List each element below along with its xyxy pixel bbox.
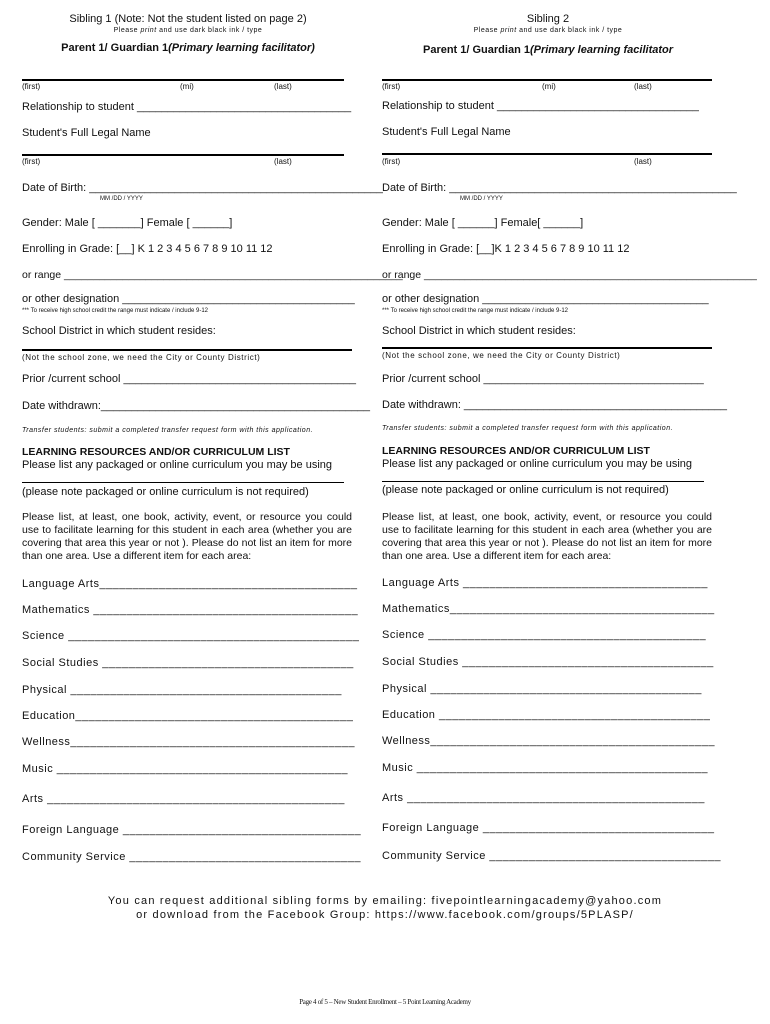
other-designation-field[interactable]: or other designation ______________________________________ [22, 293, 355, 305]
dob-field[interactable]: Date of Birth: ________________________________________________ [22, 182, 383, 194]
page-footer: Page 4 of 5 – New Student Enrollment – 5 Point Learning Academy [299, 998, 471, 1006]
district-line[interactable] [22, 349, 352, 351]
range-note: *** To receive high school credit the range must indicate / include 9-12 [22, 308, 208, 314]
sibling-forms-footer [0, 894, 770, 922]
subject-music[interactable]: Music ____________________________________________ [22, 763, 348, 775]
student-name-line[interactable] [22, 154, 344, 156]
parent-guardian-heading: Parent 1/ Guardian 1(Primary learning facilitator) [61, 42, 315, 54]
sibling-2-column [382, 0, 757, 880]
last-label: (last) [274, 157, 292, 166]
sibling-1-title: Sibling 1 (Note: Not the student listed on page 2) [69, 13, 307, 25]
subject-physical[interactable]: Physical _________________________________________ [22, 684, 342, 696]
subject-wellness[interactable]: Wellness___________________________________________ [22, 736, 355, 748]
relationship-field[interactable]: Relationship to student _________________________________ [382, 100, 699, 112]
subject-foreign-language[interactable]: Foreign Language ___________________________________ [382, 822, 715, 834]
learning-resources-sub: Please list any packaged or online curriculum you may be using [382, 458, 692, 470]
first-label: (first) [22, 82, 41, 91]
district-label: School District in which student resides: [22, 325, 216, 337]
dob-format: MM /DD / YYYY [460, 196, 503, 202]
learning-resources-heading: LEARNING RESOURCES AND/OR CURRICULUM LIST [382, 445, 650, 457]
last-label: (last) [274, 82, 292, 91]
subject-wellness[interactable]: Wellness___________________________________________ [382, 735, 715, 747]
subject-physical[interactable]: Physical _________________________________________ [382, 683, 702, 695]
mi-label: (mi) [542, 82, 556, 91]
learning-resources-sub: Please list any packaged or online curriculum you may be using [22, 459, 332, 471]
relationship-field[interactable]: Relationship to student ___________________________________ [22, 101, 352, 113]
transfer-note: Transfer students: submit a completed transfer request form with this application. [382, 425, 674, 432]
student-name-line[interactable] [382, 153, 712, 155]
full-name-label: Student's Full Legal Name [382, 126, 511, 138]
mi-label: (mi) [180, 82, 194, 91]
prior-school-field[interactable]: Prior /current school ____________________________________ [382, 373, 704, 385]
withdrawn-field[interactable]: Date withdrawn: ___________________________________________ [382, 399, 727, 411]
subject-education[interactable]: Education__________________________________________ [22, 710, 354, 722]
grade-field[interactable]: Enrolling in Grade: [__] K 1 2 3 4 5 6 7 8 9 10 11 12 [22, 243, 273, 255]
district-line[interactable] [382, 347, 712, 349]
subject-arts[interactable]: Arts _____________________________________________ [22, 793, 345, 805]
transfer-note: Transfer students: submit a completed transfer request form with this application. [22, 427, 314, 434]
dob-format: MM /DD / YYYY [100, 196, 143, 202]
gender-field[interactable]: Gender: Male [ ______] Female[ ______] [382, 217, 584, 229]
gender-field[interactable]: Gender: Male [ _______] Female [ ______] [22, 217, 233, 229]
subject-social-studies[interactable]: Social Studies ______________________________________ [382, 656, 714, 668]
subject-music[interactable]: Music ____________________________________________ [382, 762, 708, 774]
sibling-2-title: Sibling 2 [526, 13, 570, 25]
curriculum-line[interactable] [382, 481, 704, 482]
zone-note: (Not the school zone, we need the City or County District) [22, 353, 261, 362]
parent-guardian-heading: Parent 1/ Guardian 1(Primary learning facilitator [422, 44, 674, 56]
name-line[interactable] [22, 79, 344, 81]
footer-facebook-line[interactable]: or download from the Facebook Group: https://www.facebook.com/groups/5PLASP/ [136, 909, 634, 921]
first-label: (first) [22, 157, 41, 166]
range-field[interactable]: or range __________________________________________________________ [22, 269, 403, 281]
subject-language-arts[interactable]: Language Arts_______________________________________ [22, 578, 358, 590]
curriculum-line[interactable] [22, 482, 344, 483]
subject-education[interactable]: Education _________________________________________ [382, 709, 711, 721]
other-designation-field[interactable]: or other designation _____________________________________ [382, 293, 709, 305]
zone-note: (Not the school zone, we need the City or County District) [382, 351, 621, 360]
subject-community-service[interactable]: Community Service ___________________________________ [382, 850, 722, 862]
range-field[interactable]: or range _________________________________________________________ [382, 269, 757, 281]
grade-field[interactable]: Enrolling in Grade: [__]K 1 2 3 4 5 6 7 8 9 10 11 12 [382, 243, 630, 255]
ink-instruction: Please print and use dark black ink / type [473, 27, 623, 34]
footer-email-line[interactable]: You can request additional sibling forms by emailing: fivepointlearningacademy@yahoo.com [107, 895, 663, 907]
sibling-1-column [22, 0, 403, 880]
learning-instructions: Please list, at least, one book, activity, event, or resource you could use to facilitate learning for this student in each area (whether you are covering that area this year or not ). Please do not list an item for more than one area. Use a different item for each area: [22, 511, 352, 562]
subject-language-arts[interactable]: Language Arts _____________________________________ [382, 577, 708, 589]
last-label: (last) [634, 82, 652, 91]
learning-resources-heading: LEARNING RESOURCES AND/OR CURRICULUM LIST [22, 446, 290, 458]
subject-science[interactable]: Science __________________________________________ [382, 629, 707, 641]
last-label: (last) [634, 157, 652, 166]
subject-science[interactable]: Science ____________________________________________ [22, 630, 360, 642]
learning-instructions: Please list, at least, one book, activity, event, or resource you could use to facilitate learning for this student in each area (whether you are covering that area this year or not ). Please do not list an item for more than one area. Use a different item for each area: [382, 511, 712, 562]
ink-instruction: Please print and use dark black ink / type [113, 27, 263, 34]
prior-school-field[interactable]: Prior /current school ______________________________________ [22, 373, 356, 385]
curriculum-note: (please note packaged or online curriculum is not required) [382, 484, 669, 496]
subject-foreign-language[interactable]: Foreign Language ____________________________________ [22, 824, 362, 836]
withdrawn-field[interactable]: Date withdrawn:____________________________________________ [22, 400, 371, 412]
subject-community-service[interactable]: Community Service ___________________________________ [22, 851, 362, 863]
name-line[interactable] [382, 79, 712, 81]
range-note: *** To receive high school credit the range must indicate / include 9-12 [382, 308, 568, 314]
district-label: School District in which student resides: [382, 325, 576, 337]
subject-social-studies[interactable]: Social Studies ______________________________________ [22, 657, 354, 669]
first-label: (first) [382, 82, 401, 91]
dob-field[interactable]: Date of Birth: _______________________________________________ [382, 182, 737, 194]
full-name-label: Student's Full Legal Name [22, 127, 151, 139]
curriculum-note: (please note packaged or online curriculum is not required) [22, 486, 309, 498]
first-label: (first) [382, 157, 401, 166]
subject-mathematics[interactable]: Mathematics________________________________________ [382, 603, 715, 615]
subject-mathematics[interactable]: Mathematics ________________________________________ [22, 604, 359, 616]
subject-arts[interactable]: Arts _____________________________________________ [382, 792, 705, 804]
